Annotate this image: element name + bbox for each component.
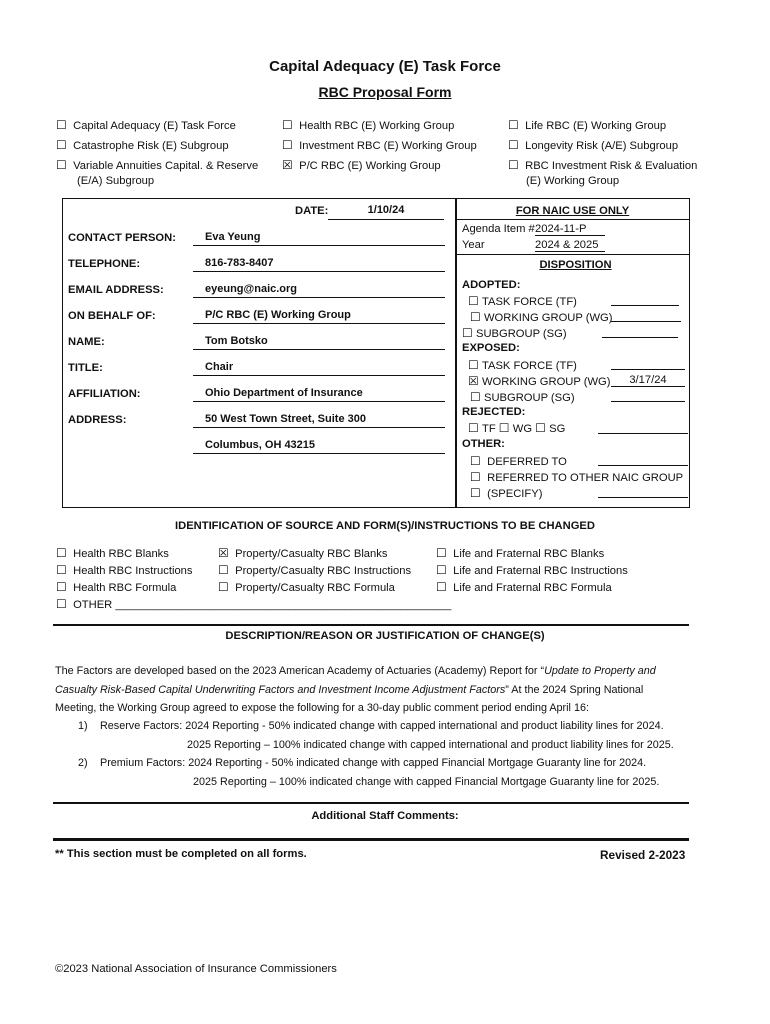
group-checkbox-item[interactable] (508, 158, 697, 172)
section-divider (53, 838, 689, 841)
group-label: Longevity Risk (A/E) Subgroup (525, 140, 679, 152)
group-checkbox-item[interactable] (56, 158, 258, 172)
form-checkbox-item[interactable]: ☐ Property/Casualty RBC Instructions (218, 563, 412, 577)
year-field[interactable]: 2024 & 2025 (535, 239, 605, 252)
checkbox-icon[interactable]: ☒ (468, 374, 479, 388)
group-checkbox-item[interactable] (508, 138, 678, 152)
revised-date: Revised 2-2023 (600, 848, 686, 862)
description-heading: DESCRIPTION/REASON OR JUSTIFICATION OF CHANGE(S) (225, 630, 545, 642)
premium-factors-item-2025: 2025 Reporting – 100% indicated change with capped Financial Mortgage Guaranty line for 2025. (193, 776, 660, 788)
rejected-date-field[interactable] (598, 433, 688, 434)
group-checkbox-item[interactable] (508, 118, 666, 132)
checkbox-icon[interactable]: ☐ (56, 546, 67, 560)
adopted-label: ADOPTED: (462, 279, 521, 291)
list-number: 2) (78, 757, 88, 769)
checkbox-icon[interactable]: ☒ (282, 158, 293, 172)
other-item[interactable]: ☐ (SPECIFY) (470, 486, 543, 500)
section-divider (53, 624, 689, 626)
form-checkbox-item[interactable]: ☐ Health RBC Instructions (56, 563, 193, 577)
checkbox-icon[interactable]: ☐ (468, 294, 479, 308)
checkbox-icon[interactable]: ☐ (468, 421, 479, 435)
checkbox-icon[interactable]: ☐ (498, 421, 510, 435)
affiliation-field[interactable]: Ohio Department of Insurance (193, 387, 445, 402)
specify-field[interactable] (598, 497, 688, 498)
exposed-wg-date-field[interactable]: 3/17/24 (611, 374, 685, 387)
group-label: Capital Adequacy (E) Task Force (73, 120, 236, 132)
form-checkbox-item[interactable]: ☐ Health RBC Formula (56, 580, 177, 594)
address-line2-field[interactable]: Columbus, OH 43215 (193, 439, 445, 454)
other-item[interactable]: ☐ DEFERRED TO (470, 454, 567, 468)
contact-label: NAME: (68, 336, 105, 348)
naic-header-divider (456, 219, 689, 220)
form-checkbox-item[interactable]: ☐ Life and Fraternal RBC Blanks (436, 546, 605, 560)
checkbox-icon[interactable]: ☐ (56, 138, 67, 152)
agenda-item-field[interactable]: 2024-11-P (535, 223, 605, 236)
contact-label: AFFILIATION: (68, 388, 141, 400)
group-label: Investment RBC (E) Working Group (299, 140, 477, 152)
adopted-item[interactable]: ☐ WORKING GROUP (WG) (470, 310, 613, 324)
footer-note: ** This section must be completed on all forms. (55, 848, 307, 860)
email-field[interactable]: eyeung@naic.org (193, 283, 445, 298)
contact-person-field[interactable]: Eva Yeung (193, 231, 445, 246)
group-checkbox-item[interactable] (282, 138, 477, 152)
contact-label: TELEPHONE: (68, 258, 141, 270)
section-divider (53, 802, 689, 804)
form-checkbox-item[interactable]: ☐ Life and Fraternal RBC Formula (436, 580, 612, 594)
checkbox-icon[interactable]: ☐ (56, 563, 67, 577)
exposed-label: EXPOSED: (462, 342, 520, 354)
list-number: 1) (78, 720, 88, 732)
checkbox-icon[interactable]: ☐ (218, 580, 229, 594)
checkbox-icon[interactable]: ☐ (470, 310, 481, 324)
checkbox-icon[interactable]: ☐ (436, 546, 447, 560)
year-label: Year (462, 239, 485, 251)
adopted-tf-date-field[interactable] (611, 305, 679, 306)
adopted-sg-date-field[interactable] (602, 337, 678, 338)
address-field[interactable]: 50 West Town Street, Suite 300 (193, 413, 445, 428)
checkbox-icon[interactable]: ☐ (508, 158, 519, 172)
form-checkbox-other[interactable]: ☐ OTHER ______________________________________________________ (56, 597, 452, 611)
naic-header: FOR NAIC USE ONLY (515, 205, 630, 217)
exposed-item[interactable]: ☐ TASK FORCE (TF) (468, 358, 577, 372)
rejected-options[interactable]: ☐ TF ☐ WG ☐ SG (468, 421, 566, 435)
contact-label: TITLE: (68, 362, 103, 374)
checkbox-icon[interactable]: ☐ (535, 421, 546, 435)
group-checkbox-item[interactable] (56, 118, 236, 132)
checkbox-icon[interactable]: ☐ (470, 486, 481, 500)
reserve-factors-item-2025: 2025 Reporting – 100% indicated change with capped international and product liability lines for 2025. (187, 739, 674, 751)
checkbox-icon[interactable]: ☐ (436, 563, 447, 577)
form-subtitle: RBC Proposal Form (318, 84, 452, 100)
checkbox-icon[interactable]: ☐ (56, 118, 67, 132)
group-label-line2: (E/A) Subgroup (77, 175, 155, 187)
checkbox-icon[interactable]: ☒ (218, 546, 229, 560)
other-item[interactable]: ☐ REFERRED TO OTHER NAIC GROUP (470, 470, 684, 484)
checkbox-icon[interactable]: ☐ (508, 138, 519, 152)
date-label: DATE: (295, 205, 329, 217)
agenda-label: Agenda Item # (462, 223, 535, 235)
checkbox-icon[interactable]: ☐ (218, 563, 229, 577)
other-label: OTHER: (462, 438, 505, 450)
exposed-item[interactable]: ☒ WORKING GROUP (WG) (468, 374, 611, 388)
checkbox-icon[interactable]: ☐ (56, 580, 67, 594)
naic-agenda-divider (456, 254, 689, 255)
date-field[interactable]: 1/10/24 (328, 204, 444, 220)
description-paragraph-line2: Casualty Risk-Based Capital Underwriting Factors and Investment Income Adjustment Factors” At the 2024 Spring National (55, 684, 644, 696)
exposed-item[interactable]: ☐ SUBGROUP (SG) (470, 390, 575, 404)
checkbox-icon[interactable]: ☐ (282, 118, 293, 132)
checkbox-icon[interactable]: ☐ (468, 358, 479, 372)
description-paragraph-line3: Meeting, the Working Group agreed to expose the following for a 30-day public comment period ending April 16: (55, 702, 589, 714)
copyright: ©2023 National Association of Insurance Commissioners (55, 963, 337, 975)
disposition-heading: DISPOSITION (539, 259, 612, 271)
checkbox-icon[interactable]: ☐ (462, 326, 473, 340)
group-label: RBC Investment Risk & Evaluation (525, 160, 698, 172)
staff-comments-heading: Additional Staff Comments: (311, 810, 459, 822)
name-field[interactable]: Tom Botsko (193, 335, 445, 350)
contact-label: ADDRESS: (68, 414, 127, 426)
checkbox-icon[interactable]: ☐ (470, 390, 481, 404)
title-field[interactable]: Chair (193, 361, 445, 376)
adopted-wg-date-field[interactable] (611, 321, 681, 322)
checkbox-icon[interactable]: ☐ (470, 470, 481, 484)
premium-factors-item: Premium Factors: 2024 Reporting - 50% indicated change with capped Financial Mortgage Guaranty line for 2024. (100, 757, 647, 769)
contact-label: EMAIL ADDRESS: (68, 284, 164, 296)
checkbox-icon[interactable]: ☐ (508, 118, 519, 132)
group-label: Health RBC (E) Working Group (299, 120, 455, 132)
adopted-item[interactable]: ☐ TASK FORCE (TF) (468, 294, 577, 308)
identification-heading: IDENTIFICATION OF SOURCE AND FORM(S)/INSTRUCTIONS TO BE CHANGED (175, 520, 595, 532)
group-label-line2: (E) Working Group (526, 175, 620, 187)
adopted-item[interactable]: ☐ SUBGROUP (SG) (462, 326, 567, 340)
checkbox-icon[interactable]: ☐ (470, 454, 481, 468)
group-label: Life RBC (E) Working Group (525, 120, 667, 132)
group-label: Variable Annuities Capital. & Reserve (73, 160, 259, 172)
checkbox-icon[interactable]: ☐ (282, 138, 293, 152)
rejected-label: REJECTED: (462, 406, 526, 418)
deferred-to-field[interactable] (598, 465, 688, 466)
form-checkbox-item[interactable]: ☐ Life and Fraternal RBC Instructions (436, 563, 628, 577)
group-label: P/C RBC (E) Working Group (299, 160, 441, 172)
contact-label: ON BEHALF OF: (68, 310, 156, 322)
form-checkbox-item[interactable]: ☐ Health RBC Blanks (56, 546, 169, 560)
reserve-factors-item: Reserve Factors: 2024 Reporting - 50% indicated change with capped international and product liability lines for 2024. (100, 720, 664, 732)
group-label: Catastrophe Risk (E) Subgroup (73, 140, 229, 152)
page-title: Capital Adequacy (E) Task Force (269, 58, 501, 75)
contact-label: CONTACT PERSON: (68, 232, 176, 244)
telephone-field[interactable]: 816-783-8407 (193, 257, 445, 272)
description-paragraph: The Factors are developed based on the 2023 American Academy of Actuaries (Academy) Report for “Update to Property and (55, 665, 656, 677)
checkbox-icon[interactable]: ☐ (56, 597, 67, 611)
form-checkbox-item[interactable]: ☒ Property/Casualty RBC Blanks (218, 546, 388, 560)
exposed-tf-date-field[interactable] (611, 369, 685, 370)
exposed-sg-date-field[interactable] (611, 401, 685, 402)
checkbox-icon[interactable]: ☐ (56, 158, 67, 172)
checkbox-icon[interactable]: ☐ (436, 580, 447, 594)
group-checkbox-item[interactable] (56, 138, 229, 152)
on-behalf-of-field[interactable]: P/C RBC (E) Working Group (193, 309, 445, 324)
form-checkbox-item[interactable]: ☐ Property/Casualty RBC Formula (218, 580, 395, 594)
group-checkbox-item[interactable] (282, 118, 454, 132)
group-checkbox-item[interactable] (282, 158, 441, 172)
